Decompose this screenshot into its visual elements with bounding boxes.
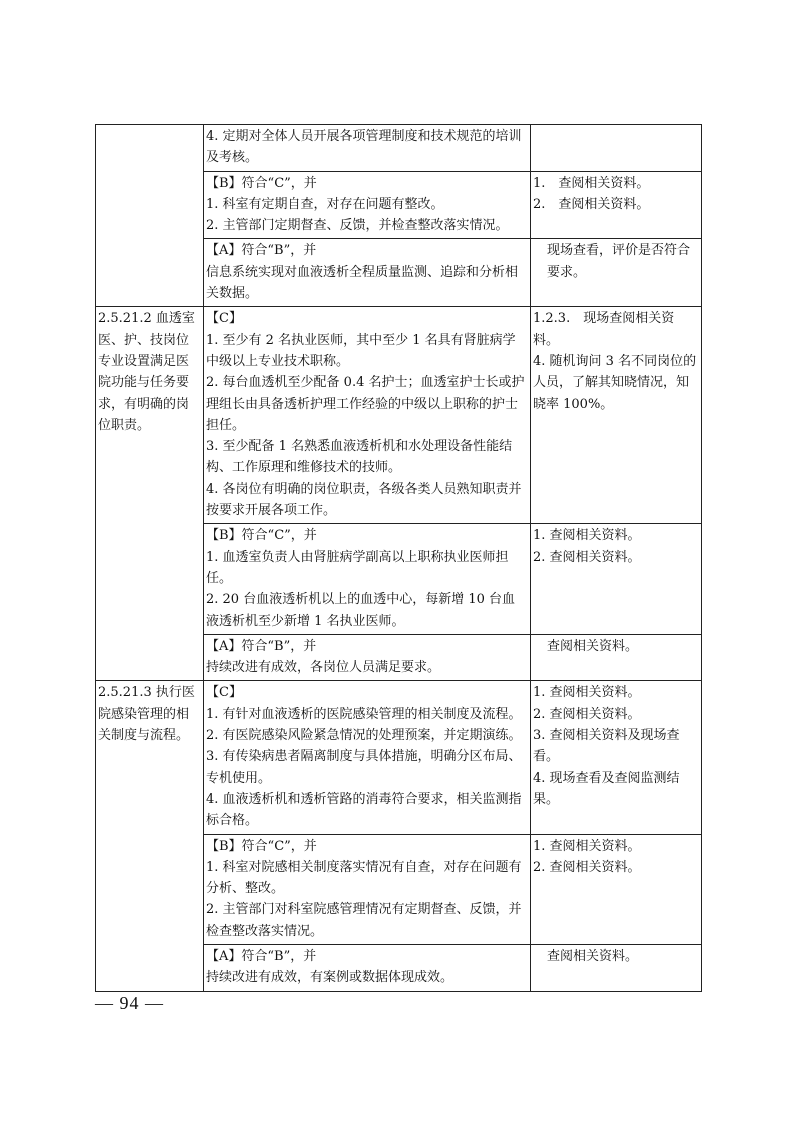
method-line: 1. 查阅相关资料。 [533,838,641,854]
method-line: 2. 查阅相关资料。 [533,706,641,722]
method-line: 4. 现场查看及查阅监测结果。 [533,770,680,807]
criteria-line: 2. 20 台血液透析机以上的血透中心，每新增 10 台血液透析机至少新增 1 名执业医师。 [206,592,516,629]
criteria-line: 1. 科室对院感相关制度落实情况有自查，对存在问题有分析、整改。 [206,859,522,897]
method-line: 2. 查阅相关资料。 [533,196,650,212]
criteria-line: 2. 主管部门定期督查、反馈，并检查整改落实情况。 [206,218,509,234]
criteria-cell [204,125,531,172]
criteria-line: 2. 有医院感染风险紧急情况的处理预案，并定期演练。 [206,728,522,744]
method-cell [531,681,702,834]
criteria-line: 1. 科室有定期自查，对存在问题有整改。 [206,196,444,212]
criteria-line: 4. 各岗位有明确的岗位职责，各级各类人员熟知职责并按要求开展各项工作。 [206,481,522,519]
table-row [96,681,702,834]
criteria-line: 【B】符合“C”，并 [206,175,317,191]
criteria-line: 【C】 [206,311,242,327]
criteria-cell [204,944,531,991]
standard-title-cell [96,307,204,681]
method-line: 查阅相关资料。 [547,948,639,964]
method-line: 1. 查阅相关资料。 [533,528,641,544]
criteria-line: 持续改进有成效，各岗位人员满足要求。 [206,660,441,676]
method-line: 1. 查阅相关资料。 [533,175,650,191]
standard-title: 2.5.21.2 血透室医、护、技岗位专业设置满足医院功能与任务要求，有明确的岗位职责。 [98,311,195,433]
method-cell [531,307,702,524]
standards-table [95,124,702,992]
criteria-line: 2. 主管部门对科室院感管理情况有定期督查、反馈，并检查整改落实情况。 [206,902,522,939]
criteria-line: 持续改进有成效，有案例或数据体现成效。 [206,970,454,986]
criteria-line: 【A】符合“B”，并 [206,948,317,964]
method-cell [531,524,702,634]
standard-title-cell [96,125,204,307]
criteria-cell [204,834,531,944]
criteria-cell [204,171,531,239]
standard-title: 2.5.21.3 执行医院感染管理的相关制度与流程。 [98,685,195,744]
method-cell [531,171,702,239]
method-cell [531,634,702,681]
method-line: 2. 查阅相关资料。 [533,549,641,565]
method-cell [531,125,702,172]
criteria-line: 4. 定期对全体人员开展各项管理制度和技术规范的培训及考核。 [206,129,522,166]
criteria-cell [204,681,531,834]
table-row [96,307,702,524]
method-line: 2. 查阅相关资料。 [533,859,641,875]
criteria-line: 4. 血液透析机和透析管路的消毒符合要求，相关监测指标合格。 [206,791,522,829]
criteria-line: 【B】符合“C”，并 [206,528,317,544]
criteria-line: 【C】 [206,685,242,701]
method-line: 4. 随机询问 3 名不同岗位的人员，了解其知晓情况，知晓率 100%。 [533,353,697,412]
method-cell [531,834,702,944]
standard-title-cell [96,681,204,991]
page-number: — 94 — [95,993,164,1013]
criteria-line: 3. 有传染病患者隔离制度与具体措施，明确分区布局、专机使用。 [206,749,522,786]
criteria-line: 信息系统实现对血液透析全程质量监测、追踪和分析相关数据。 [206,264,519,302]
table-row [96,125,702,172]
criteria-cell [204,307,531,524]
criteria-line: 【B】符合“C”，并 [206,838,317,854]
criteria-line: 3. 至少配备 1 名熟悉血液透析机和水处理设备性能结构、工作原理和维修技术的技师。 [206,439,513,476]
method-line: 3. 查阅相关资料及现场查看。 [533,728,680,765]
criteria-cell [204,634,531,681]
criteria-line: 2. 每台血透机至少配备 0.4 名护士；血透室护士长或护理组长由具备透析护理工作经验的中级以上职称的护士担任。 [206,375,525,433]
criteria-line: 1. 有针对血液透析的医院感染管理的相关制度及流程。 [206,706,522,722]
criteria-line: 【A】符合“B”，并 [206,638,317,654]
criteria-cell [204,239,531,307]
method-line: 1.2.3. 现场查阅相关资料。 [533,311,675,348]
criteria-line: 【A】符合“B”，并 [206,243,317,259]
criteria-line: 1. 至少有 2 名执业医师，其中至少 1 名具有肾脏病学中级以上专业技术职称。 [206,332,516,369]
criteria-line: 1. 血透室负责人由肾脏病学副高以上职称执业医师担任。 [206,549,509,586]
method-line: 现场查看，评价是否符合要求。 [547,243,691,280]
method-cell [531,944,702,991]
method-cell [531,239,702,307]
criteria-cell [204,524,531,634]
method-line: 查阅相关资料。 [547,638,639,654]
method-line: 1. 查阅相关资料。 [533,685,641,701]
